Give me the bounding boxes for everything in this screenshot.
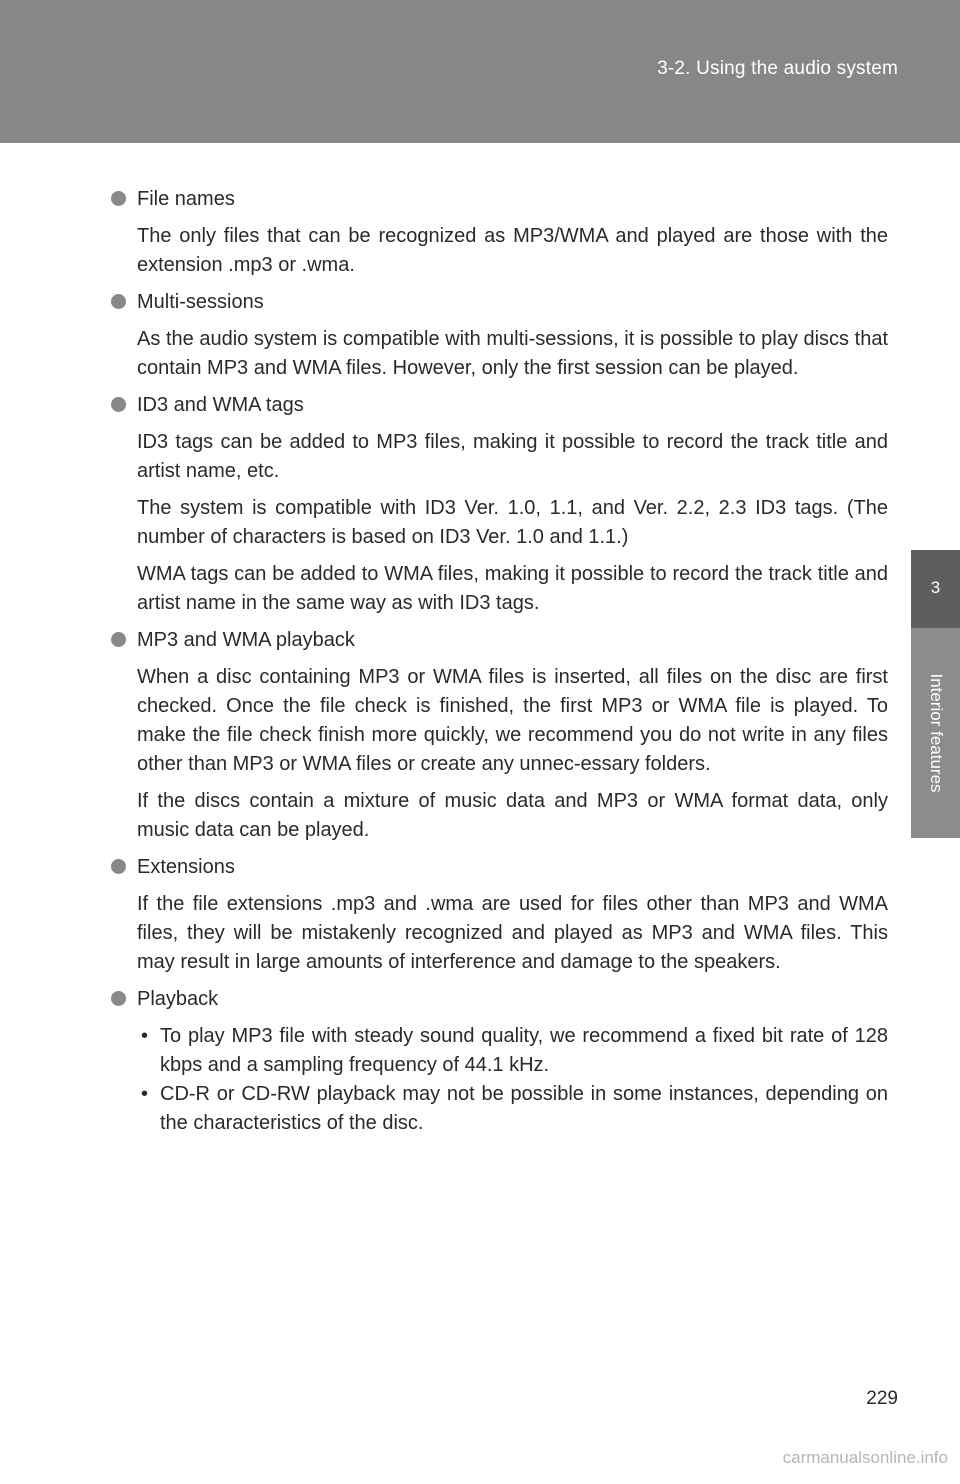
paragraph: As the audio system is compatible with multi-sessions, it is possible to play discs that contain MP3 and WMA files. However, only the first session can be played. <box>137 328 888 379</box>
section-heading <box>111 985 888 1014</box>
paragraph: If the file extensions .mp3 and .wma are used for files other than MP3 and WMA files, they will be mistakenly recognized and played as MP3 and WMA files. This may result in large amounts of interference and damage to the speakers. <box>137 893 888 973</box>
section-heading <box>111 288 888 317</box>
heading-text: MP3 and WMA playback <box>137 629 355 651</box>
section-heading <box>111 391 888 420</box>
section-title: 3-2. Using the audio system <box>657 58 898 79</box>
page-content <box>111 185 888 1146</box>
list-item: • CD-R or CD-RW playback may not be possible in some instances, depending on the characteristics of the disc. <box>141 1080 888 1138</box>
bullet-icon <box>111 991 126 1006</box>
chapter-number-tab <box>911 550 960 628</box>
list-item: • To play MP3 file with steady sound quality, we recommend a fixed bit rate of 128 kbps and a sampling frequency of 44.1 kHz. <box>141 1022 888 1080</box>
section-extensions <box>111 853 888 977</box>
page-number: 229 <box>866 1388 898 1409</box>
heading-text: Playback <box>137 988 219 1010</box>
bullet-icon <box>111 397 126 412</box>
section-id3-wma-tags <box>111 391 888 618</box>
section-heading <box>111 853 888 882</box>
section-multi-sessions <box>111 288 888 383</box>
paragraph: The only files that can be recognized as MP3/WMA and played are those with the extension .mp3 or .wma. <box>137 225 888 276</box>
bullet-icon <box>111 294 126 309</box>
paragraph: The system is compatible with ID3 Ver. 1.0, 1.1, and Ver. 2.2, 2.3 ID3 tags. (The number of characters is based on ID3 Ver. 1.0 and 1.1.) <box>137 497 888 548</box>
bullet-icon <box>111 859 126 874</box>
chapter-label-tab <box>911 628 960 838</box>
section-file-names <box>111 185 888 280</box>
paragraph: WMA tags can be added to WMA files, making it possible to record the track title and artist name in the same way as with ID3 tags. <box>137 563 888 614</box>
section-heading <box>111 185 888 214</box>
heading-text: File names <box>137 188 235 210</box>
playback-list <box>111 1022 888 1138</box>
page-header <box>0 0 960 143</box>
paragraph: ID3 tags can be added to MP3 files, making it possible to record the track title and artist name, etc. <box>137 431 888 482</box>
bullet-icon <box>111 191 126 206</box>
section-playback <box>111 985 888 1138</box>
watermark-text: carmanualsonline.info <box>782 1448 948 1467</box>
chapter-label: Interior features <box>926 673 946 793</box>
section-mp3-wma-playback <box>111 626 888 845</box>
chapter-number: 3 <box>930 578 941 597</box>
paragraph: If the discs contain a mixture of music data and MP3 or WMA format data, only music data can be played. <box>137 790 888 841</box>
heading-text: Extensions <box>137 856 235 878</box>
heading-text: Multi-sessions <box>137 291 264 313</box>
heading-text: ID3 and WMA tags <box>137 394 304 416</box>
paragraph: When a disc containing MP3 or WMA files is inserted, all files on the disc are first checked. Once the file check is finished, the first MP3 or WMA file is played. To make the file check finish more quickly, we recommend you do not write in any files other than MP3 or WMA files or create any unnec-essary folders. <box>137 666 888 775</box>
bullet-icon <box>111 632 126 647</box>
section-heading <box>111 626 888 655</box>
